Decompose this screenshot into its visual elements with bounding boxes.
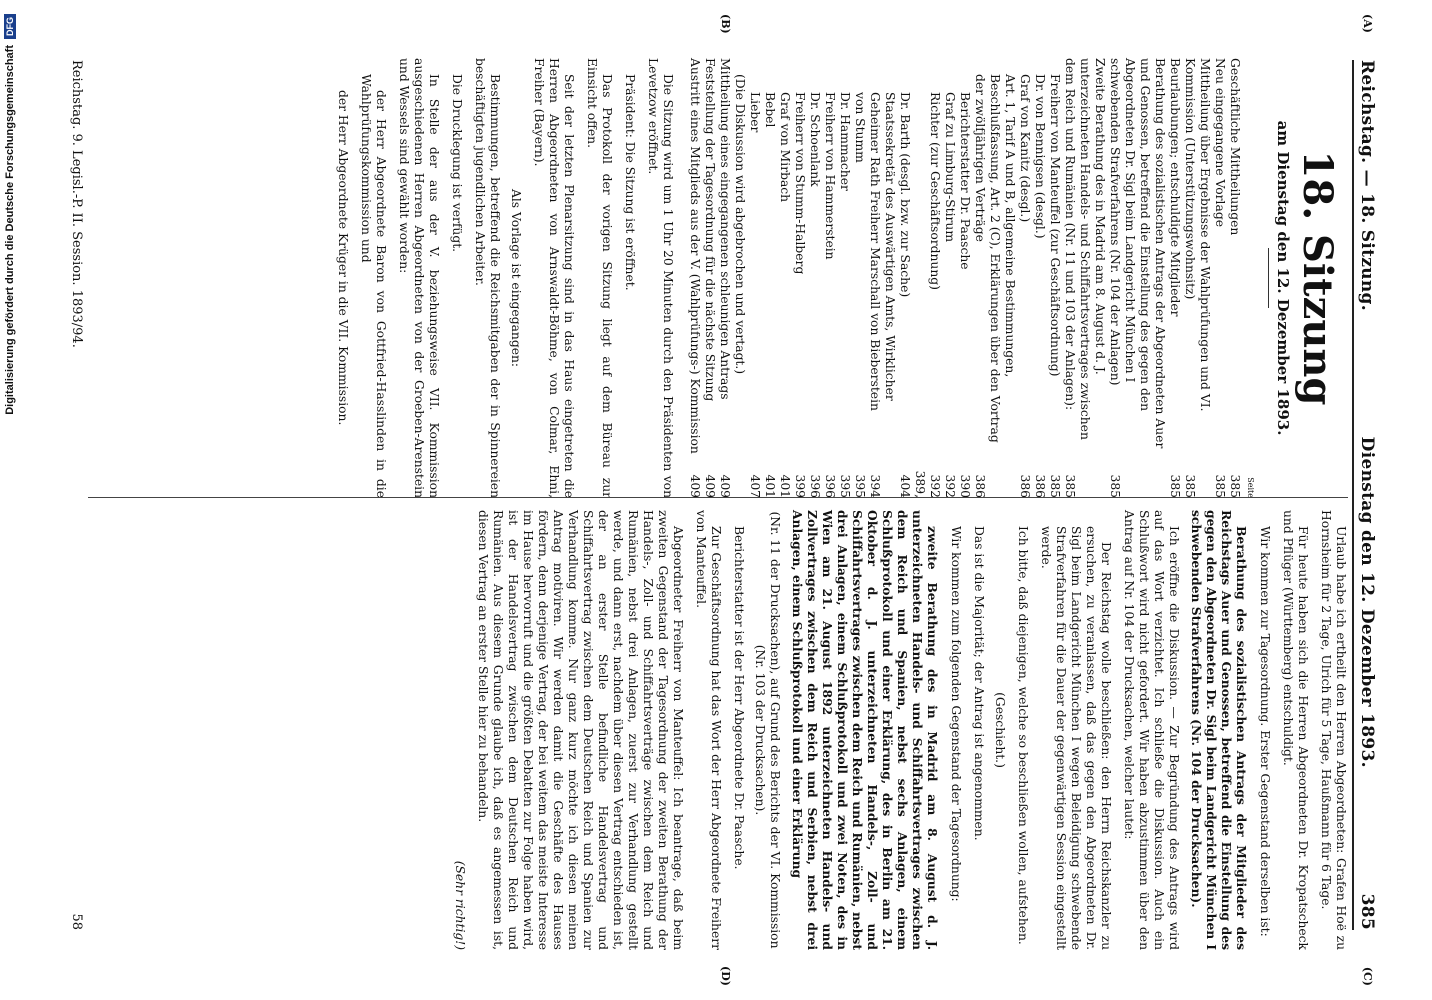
toc-row xyxy=(927,58,942,498)
toc-entry-text: Graf von Kanitz (desgl.) xyxy=(1018,74,1032,223)
toc-entry-page: 389, 404 xyxy=(898,470,927,498)
toc-entry-text: Beurlaubungen; entschuldigte Mitglieder xyxy=(1168,58,1182,317)
body-paragraph: Der Reichstag wolle beschließen: den Herrn Reichskanzler zu ersuchen, zu veranlassen, daß das gegen den Abgeordneten Dr. Sigl beim Landgericht München I wegen Beleidigung schwebende Strafverfahren für die Dauer der gegenwärtigen Session eingestellt werde. xyxy=(1039,526,1113,950)
body-paragraph: Urlaub habe ich ertheilt den Herren Abgeordneten: Grafen Hoë zu Hornsheim für 2 Tage, Ulrich für 5 Tage, Haußmann für 6 Tage. xyxy=(1319,510,1348,950)
footer-left: Reichstag. 9. Legisl.-P. II. Session. 1893/94. xyxy=(69,60,84,348)
toc-entry-page: 386 xyxy=(1018,474,1032,498)
toc-entry-text: Zweite Berathung des in Madrid am 8. August d. J. unterzeichneten Handels- und Schiffahrtsvertrages zwischen dem Reich und Rumänien (Nr. 11 und 103 der Anlagen): xyxy=(1063,58,1107,440)
toc-row xyxy=(837,58,852,498)
toc-entry-text: Graf von Mirbach xyxy=(778,92,792,203)
body-paragraph: (Sehr richtig!) xyxy=(453,860,467,950)
toc-row xyxy=(687,58,702,498)
digitization-credit xyxy=(0,0,20,1000)
footer-page-number: 58 xyxy=(69,913,84,930)
toc-entry-page: 407 xyxy=(748,474,762,498)
body-paragraph: (Nr. 11 der Drucksachen), auf Grund des Berichts der VI. Kommission (Nr. 103 der Drucksachen). xyxy=(753,511,782,949)
session-date: am Dienstag den 12. Dezember 1893. xyxy=(1274,120,1292,436)
body-paragraph: Ich eröffne die Diskussion. — Zur Begründung des Antrags wird auf das Wort verzichtet. Ich schließe die Diskussion. Auch ein Schlußwort wird nicht gefordert. Wir haben abzustimmen über den Antrag auf Nr. 104 der Drucksachen, welcher lautet: xyxy=(1122,510,1181,950)
table-of-contents xyxy=(687,58,1242,498)
body-paragraph: Präsident: Die Sitzung ist eröffnet. xyxy=(623,74,637,291)
toc-row xyxy=(747,58,762,498)
toc-row xyxy=(852,58,867,498)
toc-row xyxy=(897,58,927,498)
toc-entry-page: 396 xyxy=(808,474,822,498)
body-paragraph: Für heute haben sich die Herren Abgeordneten Dr. Kropatscheck und Pflüger (Württemberg) entschuldigt. xyxy=(1281,510,1310,950)
title-rule xyxy=(1268,248,1269,308)
toc-entry-text: Geschäftliche Mittheilungen xyxy=(1228,58,1242,236)
toc-entry-page: 392 xyxy=(928,474,942,498)
toc-entry-text: Austritt eines Mitglieds aus der V. (Wahlprüfungs-) Kommission xyxy=(688,58,702,454)
toc-entry-text: Richter (zur Geschäftsordnung) xyxy=(928,92,942,290)
margin-label-a: (A) xyxy=(1361,14,1374,33)
toc-entry-text: Mittheilung eines eingegangenen schleunigen Antrags xyxy=(718,58,732,400)
body-paragraph: der Herr Abgeordnete Krüger in die VII. Kommission. xyxy=(336,90,350,426)
toc-row xyxy=(1062,58,1107,498)
digitization-credit-text: Digitalisierung gefördert durch die Deutsche Forschungsgemeinschaft xyxy=(4,45,16,415)
toc-entry-page: 386 xyxy=(973,474,987,498)
toc-row xyxy=(762,58,777,498)
toc-row xyxy=(1212,58,1227,498)
margin-label-c: (C) xyxy=(1361,966,1374,986)
toc-entry-text: Berathung des sozialistischen Antrags der Abgeordneten Auer und Genossen, betreffend die Einstellung des gegen den Abgeordneten Dr. Sigl beim Landgericht München I schwebenden Strafverfahrens (Nr. 104 der Anlagen) xyxy=(1108,58,1167,449)
header-left: Reichstag. — 18. Sitzung. xyxy=(1357,60,1377,311)
header-date: Dienstag den 12. Dezember 1893. xyxy=(1357,436,1377,768)
body-paragraph: Als Vorlage ist eingegangen: xyxy=(509,188,523,368)
toc-row xyxy=(732,58,747,498)
toc-entry-page: 395 xyxy=(853,474,867,498)
body-paragraph: Die Sitzung wird um 1 Uhr 20 Minuten durch den Präsidenten von Levetzow eröffnet. xyxy=(646,58,675,498)
toc-entry-page: 385 xyxy=(1108,474,1122,498)
toc-entry-text: Staatssekretär des Auswärtigen Amts, Wirklicher Geheimer Rath Freiherr Marschall von Bieberstein xyxy=(868,92,897,411)
toc-entry-text: Mittheilung über Ergebnisse der Wahlprüfungen und VI. Kommission (Unterstützungswohnsitz) xyxy=(1183,58,1212,412)
body-paragraph: In Stelle der aus der V. beziehungsweise VII. Kommission ausgeschiedenen Herren Abgeordneten von der Groeben-Arenstein und Wessels sind gewählt worden: xyxy=(397,58,441,498)
toc-row xyxy=(1167,58,1182,498)
body-paragraph: Abgeordneter Freiherr von Manteuffel: Ich beantrage, daß beim zweiten Gegenstand der Tagesordnung der zweiten Berathung der Handels-, Zoll- und Schiffahrtsverträge zwischen dem Reich und Rumänien, nebst drei Anlagen, zuerst zur Verhandlung gestellt werde, und dann erst, nachdem über diesen Vertrag entschieden ist, der an erster Stelle befindliche Handelsvertrag und Schiffahrtsvertrag zwischen dem Deutschen Reich und Spanien zur Verhandlung komme. Nur ganz kurz möchte ich diesen meinen Antrag motiviren. Wir werden damit die Geschäfte des Hauses fördern, denn derjenige Vertrag, der bei weitem das meiste Interesse im Hause hervorruft und die größten Debatten zur Folge haben wird, ist der Handelsvertrag zwischen dem Deutschen Reich und Rumänien. Aus diesem Grunde glaube ich, daß es angemessen ist, diesen Vertrag an erster Stelle hier zu behandeln. xyxy=(476,510,685,950)
toc-entry-page: 390 xyxy=(958,474,972,498)
toc-row xyxy=(867,58,897,498)
toc-row xyxy=(807,58,822,498)
session-title: 18. Sitzung xyxy=(1294,150,1341,406)
toc-row xyxy=(957,58,972,498)
toc-entry-page: 409 xyxy=(703,474,717,498)
toc-entry-page: 401 xyxy=(763,474,777,498)
right-body-text xyxy=(446,510,1348,950)
toc-entry-page: 396 xyxy=(823,474,837,498)
running-header xyxy=(1352,60,1377,930)
body-paragraph: Seit der letzten Plenarsitzung sind in das Haus eingetreten die Herren Abgeordneten von Arnswaldt-Böhme, von Colmar, Ehni, Freiher (Bayern). xyxy=(532,58,576,498)
toc-entry-page: 385 xyxy=(1213,474,1227,498)
toc-entry-text: Dr. von Bennigsen (desgl.) xyxy=(1033,74,1047,239)
toc-row xyxy=(702,58,717,498)
toc-row xyxy=(1032,58,1047,498)
toc-row xyxy=(1182,58,1212,498)
body-paragraph: Das ist die Majorität; der Antrag ist angenommen. xyxy=(972,526,986,841)
body-paragraph: Zur Geschäftsordnung hat das Wort der Herr Abgeordnete Freiherr von Manteuffel. xyxy=(694,510,723,950)
body-paragraph: der Herr Abgeordnete Baron von Gottfried-Hasslinden in die Wahlprüfungskommission und xyxy=(359,74,388,498)
body-paragraph: Berathung des sozialistischen Antrags der Mitglieder des Reichstags Auer und Genossen, betreffend die Einstellung des gegen den Abgeordneten Dr. Sigl beim Landgericht München I schwebenden Strafverfahrens (Nr. 104 der Drucksachen). xyxy=(1189,510,1249,950)
toc-row xyxy=(822,58,837,498)
toc-entry-text: (Die Diskussion wird abgebrochen und vertagt.) xyxy=(733,74,747,375)
toc-entry-text: Lieber xyxy=(748,92,762,133)
toc-entry-text: Freiherr von Stumm-Halberg xyxy=(793,92,807,275)
column-divider xyxy=(88,497,1348,498)
toc-row xyxy=(1227,58,1242,498)
toc-entry-text: Berichterstatter Dr. Paasche xyxy=(958,92,972,270)
body-paragraph: Ich bitte, daß diejenigen, welche so beschließen wollen, aufstehen. xyxy=(1016,526,1030,945)
body-paragraph: Die Drucklegung ist verfügt. xyxy=(450,74,464,253)
toc-entry-page: 386 xyxy=(1033,474,1047,498)
dfg-logo: DFG xyxy=(4,14,16,39)
body-paragraph: Bestimmungen, betreffend die Reichsmitgaben der in Spinnereien beschäftigten jugendlichen Arbeiter. xyxy=(473,58,502,498)
body-paragraph: Wir kommen zur Tagesordnung. Erster Gegenstand derselben ist: xyxy=(1258,526,1272,937)
toc-row xyxy=(972,58,1017,498)
body-paragraph: Berichterstatter ist der Herr Abgeordnete Dr. Paasche. xyxy=(732,526,746,870)
toc-entry-page: 385 xyxy=(1183,474,1197,498)
toc-entry-text: von Stumm xyxy=(853,92,867,163)
toc-entry-page: 401 xyxy=(778,474,792,498)
toc-entry-page: 409 xyxy=(718,474,732,498)
toc-entry-text: Neu eingegangene Vorlage xyxy=(1213,58,1227,227)
toc-entry-page: 392 xyxy=(943,474,957,498)
toc-entry-text: Bebel xyxy=(763,92,777,128)
toc-row xyxy=(942,58,957,498)
margin-label-b: (B) xyxy=(719,14,732,34)
toc-entry-text: Freiherr von Manteuffel (zur Geschäftsordnung) xyxy=(1048,74,1062,377)
page-footer xyxy=(69,60,84,930)
left-column xyxy=(327,58,1348,498)
toc-entry-text: Feststellung der Tagesordnung für die nächste Sitzung xyxy=(703,58,717,402)
toc-entry-text: Graf zu Limburg-Stirum xyxy=(943,92,957,243)
body-paragraph: Das Protokoll der vorigen Sitzung liegt auf dem Büreau zur Einsicht offen. xyxy=(585,58,614,498)
toc-entry-text: Art. 1, Tarif A und B, allgemeine Bestimmungen, Beschlußfassung, Art. 2 (C), Erklärungen über den Vortrag der zwölfjährigen Verträge xyxy=(973,74,1017,443)
toc-entry-text: Freiherr von Hammerstein xyxy=(823,92,837,260)
margin-label-d: (D) xyxy=(719,966,732,986)
toc-entry-page: 399 xyxy=(793,474,807,498)
toc-row xyxy=(1047,58,1062,498)
toc-entry-page: 385 xyxy=(1228,474,1242,498)
toc-row xyxy=(1017,58,1032,498)
toc-entry-page: 394 xyxy=(868,474,882,498)
left-body-text xyxy=(327,58,675,498)
toc-entry-text: Dr. Schoenlank xyxy=(808,92,822,187)
body-paragraph: (Geschieht.) xyxy=(993,692,1007,768)
body-paragraph: Wir kommen zum folgenden Gegenstand der Tagesordnung: xyxy=(949,526,963,902)
toc-entry-page: 385 xyxy=(1168,474,1182,498)
toc-entry-text: Dr. Hammacher xyxy=(838,92,852,191)
toc-caption: Seite xyxy=(1246,477,1255,498)
toc-entry-page: 409 xyxy=(688,474,702,498)
toc-entry-page: 385 xyxy=(1048,474,1062,498)
toc-row xyxy=(777,58,792,498)
page-number: 385 xyxy=(1357,893,1377,930)
toc-row xyxy=(1107,58,1167,498)
right-column xyxy=(446,510,1348,950)
toc-entry-page: 395 xyxy=(838,474,852,498)
toc-row xyxy=(717,58,732,498)
toc-row xyxy=(792,58,807,498)
body-paragraph: zweite Berathung des in Madrid am 8. August d. J. unterzeichneten Handels- und Schiffahrtsvertrages zwischen dem Reich und Spanien, nebst sechs Anlagen, einem Schlußprotokoll und einer Erklärung, des in Berlin am 21. Oktober d. J. unterzeichneten Handels-, Zoll- und Schiffahrtsvertrages zwischen dem Reich und Rumänien, nebst drei Anlagen, einem Schlußprotokoll und zwei Noten, des in Wien am 21. August 1892 unterzeichneten Handels- und Zollvertrages zwischen dem Reich und Serbien, nebst drei Anlagen, einem Schlußprotokoll und einer Erklärung xyxy=(790,510,940,950)
toc-entry-page: 385 xyxy=(1063,474,1077,498)
toc-entry-text: Dr. Barth (desgl. bzw. zur Sache) xyxy=(898,92,912,298)
